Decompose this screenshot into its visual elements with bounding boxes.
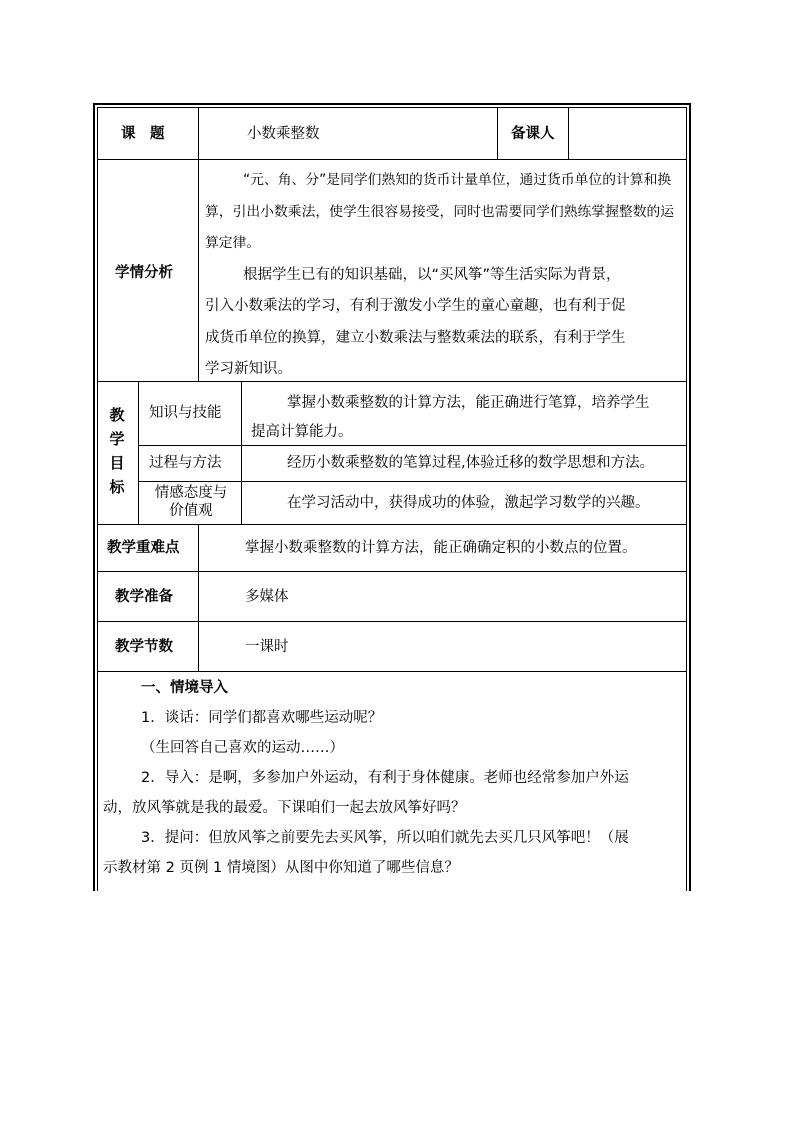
table-border-left-inner xyxy=(97,107,98,891)
analysis-line: 算，引出小数乘法，使学生很容易接受，同时也需要同学们熟练掌握整数的运 xyxy=(205,203,675,220)
row-line xyxy=(138,445,687,446)
col-line xyxy=(497,107,498,159)
process-line: 2．导入：是啊，多参加户外运动，有利于身体健康。老师也经常参加户外运 xyxy=(141,770,629,786)
topic-label: 课 题 xyxy=(121,126,165,142)
process-line: 1．谈话：同学们都喜欢哪些运动呢？ xyxy=(141,710,383,726)
goal-name-process: 过程与方法 xyxy=(149,455,222,471)
analysis-text xyxy=(205,165,683,386)
analysis-line: “元、角、分”是同学们熟知的货币计量单位，通过货币单位的计算和换 xyxy=(243,172,672,188)
process-line: 示教材第 2 页例 1 情境图）从图中你知道了哪些信息？ xyxy=(103,860,459,876)
table-border-left xyxy=(93,103,95,891)
col-line xyxy=(198,107,199,381)
process-text xyxy=(103,673,683,883)
col-line xyxy=(568,107,569,159)
periods-value: 一课时 xyxy=(245,639,289,655)
key-points-label: 教学重难点 xyxy=(107,540,180,556)
key-points-value: 掌握小数乘整数的计算方法，能正确确定积的小数点的位置。 xyxy=(245,540,637,556)
table-border-top xyxy=(93,103,691,105)
process-line: 动，放风筝就是我的最爱。下课咱们一起去放风筝好吗？ xyxy=(103,800,466,816)
preparer-label: 备课人 xyxy=(511,126,555,142)
process-line: （生回答自己喜欢的运动……） xyxy=(141,740,344,756)
goal-name-attitude: 情感态度与 xyxy=(154,485,228,501)
row-line xyxy=(97,621,687,622)
topic-value: 小数乘整数 xyxy=(247,126,320,142)
goal-name-attitude-cont: 价值观 xyxy=(169,503,213,519)
preparation-label: 教学准备 xyxy=(115,589,173,605)
col-line xyxy=(241,381,242,524)
goals-label-char: 目 xyxy=(109,454,125,472)
analysis-label: 学情分析 xyxy=(115,265,173,281)
goal-text-attitude: 在学习活动中，获得成功的体验，激起学习数学的兴趣。 xyxy=(287,495,650,511)
goals-label-char: 标 xyxy=(109,478,125,496)
analysis-line: 引入小数乘法的学习，有利于激发小学生的童心童趣，也有利于促 xyxy=(205,298,626,314)
goals-label xyxy=(108,403,126,499)
analysis-line: 算定律。 xyxy=(205,235,261,251)
goal-text-knowledge: 掌握小数乘整数的计算方法，能正确进行笔算，培养学生 xyxy=(287,395,650,411)
lesson-plan-table xyxy=(93,103,691,891)
col-line xyxy=(138,381,139,524)
periods-label: 教学节数 xyxy=(115,639,173,655)
preparation-value: 多媒体 xyxy=(245,589,289,605)
goals-label-char: 学 xyxy=(109,430,125,448)
goal-name-knowledge: 知识与技能 xyxy=(149,405,222,421)
row-line xyxy=(97,571,687,572)
goals-label-char: 教 xyxy=(109,406,125,424)
row-line xyxy=(97,671,687,672)
process-heading: 一、情境导入 xyxy=(141,680,228,696)
process-line: 3．提问：但放风筝之前要先去买风筝，所以咱们就先去买几只风筝吧！（展 xyxy=(141,830,629,846)
goal-text-knowledge-cont: 提高计算能力。 xyxy=(251,424,353,440)
row-line xyxy=(138,481,687,482)
goal-text-process: 经历小数乘整数的笔算过程,体验迁移的数学思想和方法。 xyxy=(287,455,655,471)
table-border-top-inner xyxy=(97,107,687,108)
col-line xyxy=(198,524,199,671)
analysis-line: 根据学生已有的知识基础，以“买风筝”等生活实际为背景， xyxy=(243,266,621,283)
row-line xyxy=(97,159,687,160)
table-border-right-inner xyxy=(686,107,687,891)
analysis-line: 学习新知识。 xyxy=(205,361,292,377)
table-border-right xyxy=(689,103,691,891)
analysis-line: 成货币单位的换算，建立小数乘法与整数乘法的联系，有利于学生 xyxy=(205,329,626,346)
row-line xyxy=(97,524,687,525)
